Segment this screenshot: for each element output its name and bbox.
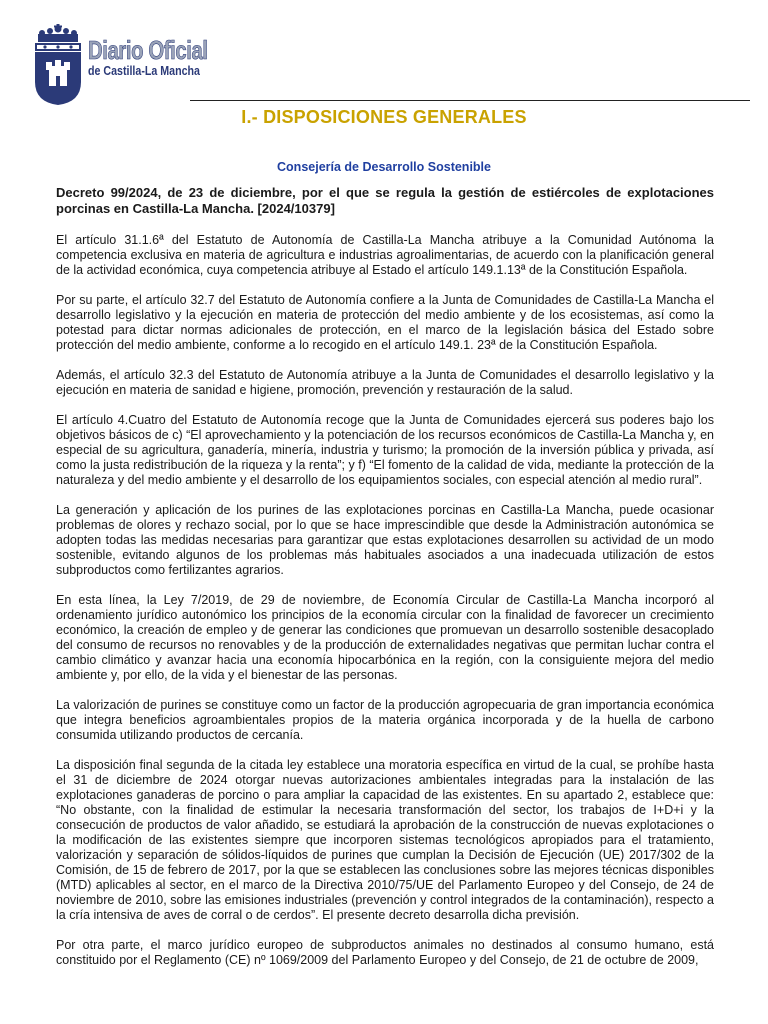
coat-of-arms-icon <box>32 24 84 106</box>
paragraph: La generación y aplicación de los purines de las explotaciones porcinas en Castilla-La Mancha, puede ocasionar problemas de olores y rechazo social, por lo que se hace imprescindible que desde la Administración autonómica se adopten todas las medidas necesarias para garantizar que estas explotaciones desarrollen su actividad de un modo sostenible, evitando algunos de los problemas más habituales asociados a una inadecuada utilización de estos subproductos como fertilizantes agrarios. <box>56 503 714 577</box>
paragraph: Por otra parte, el marco jurídico europeo de subproductos animales no destinados al consumo humano, está constituido por el Reglamento (CE) nº 1069/2009 del Parlamento Europeo y del Consejo, de 21 de octubre de 2009, <box>56 938 714 967</box>
paragraph: La valorización de purines se constituye como un factor de la producción agropecuaria de gran importancia económica que integra beneficios agroambientales propios de la materia orgánica incorporada y de la huella de carbono consumida utilizando productos de cercanía. <box>56 698 714 742</box>
section-title: I.- DISPOSICIONES GENERALES <box>241 107 527 127</box>
paragraph: La disposición final segunda de la citada ley establece una moratoria específica en virtud de la cual, se prohíbe hasta el 31 de diciembre de 2024 otorgar nuevas autorizaciones ambientales integradas para la instalación de las explotaciones ganaderas de porcino o para ampliar la capacidad de las existentes. En su apartado 2, establece que: “No obstante, con la finalidad de estimular la necesaria transformación del sector, los trabajos de I+D+i y la consecución de productos de valor añadido, se estudiará la aprobación de la construcción de nuevas explotaciones o la modificación de las existentes siempre que incorporen sistemas tecnológicos apropiados para el tratamiento, valorización y separación de sólidos-líquidos de purines que cumplan la Decisión de Ejecución (UE) 2017/302 de la Comisión, de 15 de febrero de 2017, por la que se establecen las conclusiones sobre las mejores técnicas disponibles (MTD) aplicables al sector, en el marco de la Directiva 2010/75/UE del Parlamento Europeo y del Consejo, de 24 de noviembre de 2010, sobre las emisiones industriales (prevención y control integrados de la contaminación), respecto a la cría intensiva de aves de corral o de cerdos”. El presente decreto desarrolla dicha previsión. <box>56 758 714 922</box>
paragraph: Por su parte, el artículo 32.7 del Estatuto de Autonomía confiere a la Junta de Comunidades de Castilla-La Mancha el desarrollo legislativo y la ejecución en materia de protección del medio ambiente y de los ecosistemas, así como la potestad para dictar normas adicionales de protección, en el marco de la legislación básica del Estado sobre protección del medio ambiente, conforme a lo recogido en el artículo 149.1. 23ª de la Constitución Española. <box>56 293 714 352</box>
decree-title: Decreto 99/2024, de 23 de diciembre, por el que se regula la gestión de estiércoles de explotaciones porcinas en Castilla-La Mancha. [2024/10379] <box>56 185 714 216</box>
paragraph: Además, el artículo 32.3 del Estatuto de Autonomía atribuye a la Junta de Comunidades el desarrollo legislativo y la ejecución en materia de sanidad e higiene, promoción, prevención y restauración de la salud. <box>56 368 714 397</box>
logo-subtitle: de Castilla-La Mancha <box>88 63 200 78</box>
paragraph: El artículo 4.Cuatro del Estatuto de Autonomía recoge que la Junta de Comunidades ejercerá sus poderes bajo los objetivos básicos de c) “El aprovechamiento y la potenciación de los recursos económicos de Castilla-La Mancha y, en especial de su agricultura, ganadería, minería, industria y turismo; la promoción de la inversión pública y privada, así como la justa redistribución de la riqueza y la renta”; y f) “El fomento de la calidad de vida, mediante la protección de la naturaleza y del medio ambiente y el desarrollo de los equipamientos sociales, con especial atención al medio rural”. <box>56 413 714 487</box>
document-body <box>56 185 714 983</box>
diario-oficial-logo <box>32 24 208 108</box>
header-divider <box>190 100 750 101</box>
paragraph: En esta línea, la Ley 7/2019, de 29 de noviembre, de Economía Circular de Castilla-La Mancha incorporó al ordenamiento jurídico autonómico los principios de la economía circular con la finalidad de favorecer un crecimiento económico, la creación de empleo y de generar las condiciones que promuevan un desarrollo sostenible desacoplado del consumo de recursos no renovables y de la producción de externalidades negativas que permitan luchar contra el cambio climático y avanzar hacia una economía hipocarbónica en la región, con la consiguiente mejora del medio ambiente y, por ello, de la vida y el bienestar de las personas. <box>56 593 714 682</box>
paragraph: El artículo 31.1.6ª del Estatuto de Autonomía de Castilla-La Mancha atribuye a la Comunidad Autónoma la competencia exclusiva en materia de agricultura e industrias agroalimentarias, de acuerdo con la planificación general de la actividad económica, cuya competencia atribuye al Estado el artículo 149.1.13ª de la Constitución Española. <box>56 233 714 277</box>
logo-title: Diario Oficial <box>88 35 208 65</box>
consejeria-heading: Consejería de Desarrollo Sostenible <box>277 160 491 174</box>
